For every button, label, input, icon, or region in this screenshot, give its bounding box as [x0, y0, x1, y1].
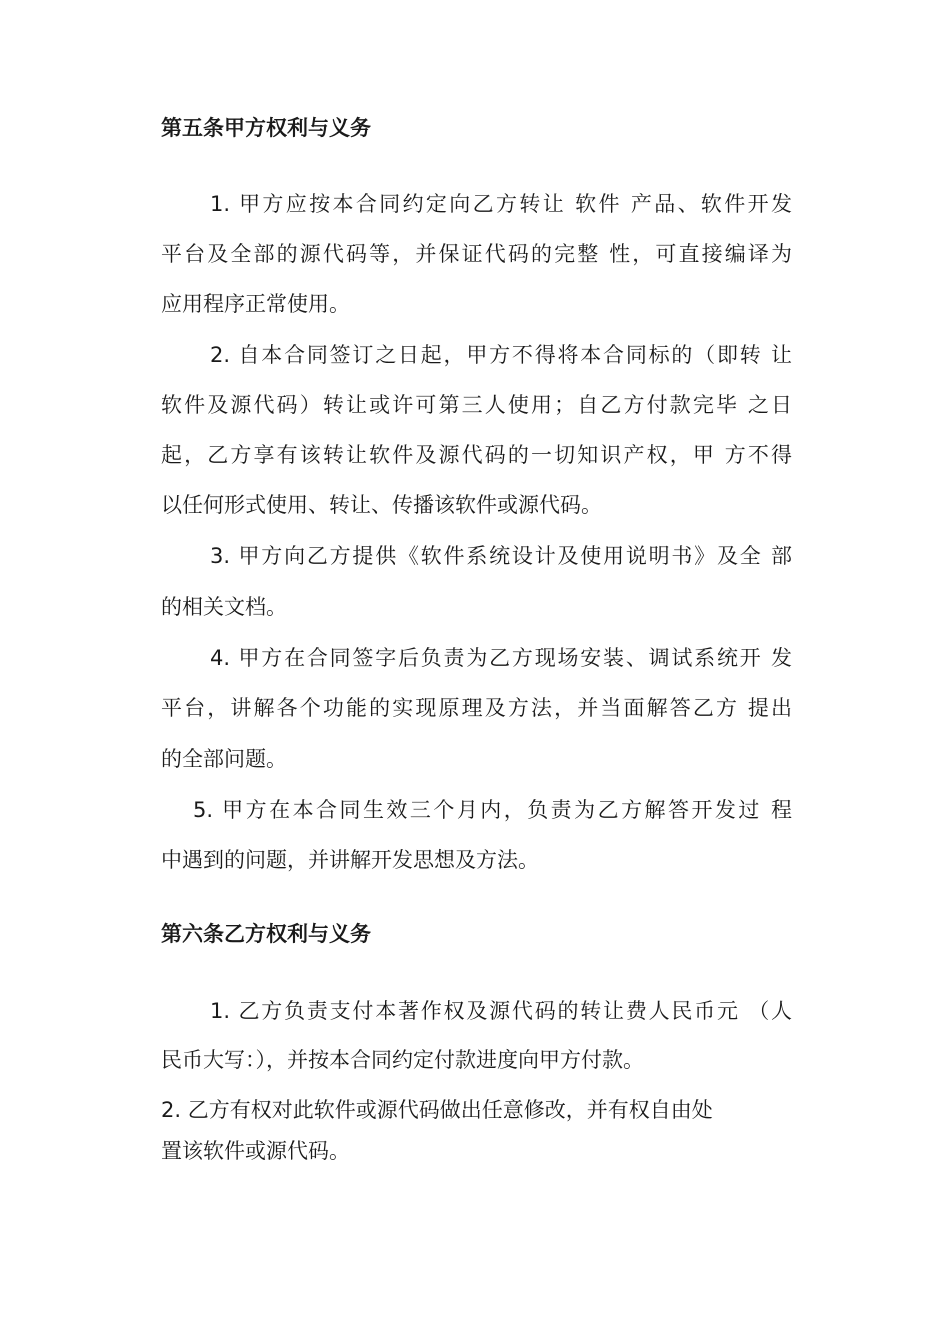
- text-line: 中遇到的问题，并讲解开发思想及方法。: [161, 848, 539, 872]
- text-line: 2. 乙方有权对此软件或源代码做出任意修改，并有权自由处: [161, 1098, 713, 1122]
- article-6-heading: 第六条乙方权利与义务: [161, 922, 371, 946]
- text-line: 4. 甲方在合同签字后负责为乙方现场安装、调试系统开 发: [210, 646, 792, 670]
- text-line: 的相关文档。: [161, 595, 287, 619]
- text-line: 1. 乙方负责支付本著作权及源代码的转让费人民币元 （人: [210, 999, 792, 1023]
- article-5-heading: 第五条甲方权利与义务: [161, 116, 371, 140]
- text-line: 民币大写：），并按本合同约定付款进度向甲方付款。: [161, 1048, 644, 1072]
- text-line: 起，乙方享有该转让软件及源代码的一切知识产权，甲 方不得: [161, 443, 792, 467]
- text-line: 3. 甲方向乙方提供《软件系统设计及使用说明书》及全 部: [210, 544, 792, 568]
- text-line: 平台及全部的源代码等，并保证代码的完整 性，可直接编译为: [161, 242, 792, 266]
- text-line: 1. 甲方应按本合同约定向乙方转让 软件 产品、软件开发: [210, 192, 792, 216]
- text-line: 2. 自本合同签订之日起，甲方不得将本合同标的（即转 让: [210, 343, 792, 367]
- text-line: 软件及源代码）转让或许可第三人使用；自乙方付款完毕 之日: [161, 393, 792, 417]
- text-line: 平台，讲解各个功能的实现原理及方法，并当面解答乙方 提出: [161, 696, 792, 720]
- text-line: 应用程序正常使用。: [161, 292, 350, 316]
- text-line: 置该软件或源代码。: [161, 1139, 350, 1163]
- text-line: 的全部问题。: [161, 747, 287, 771]
- text-line: 5. 甲方在本合同生效三个月内，负责为乙方解答开发过 程: [193, 798, 792, 822]
- text-line: 以任何形式使用、转让、传播该软件或源代码。: [161, 493, 602, 517]
